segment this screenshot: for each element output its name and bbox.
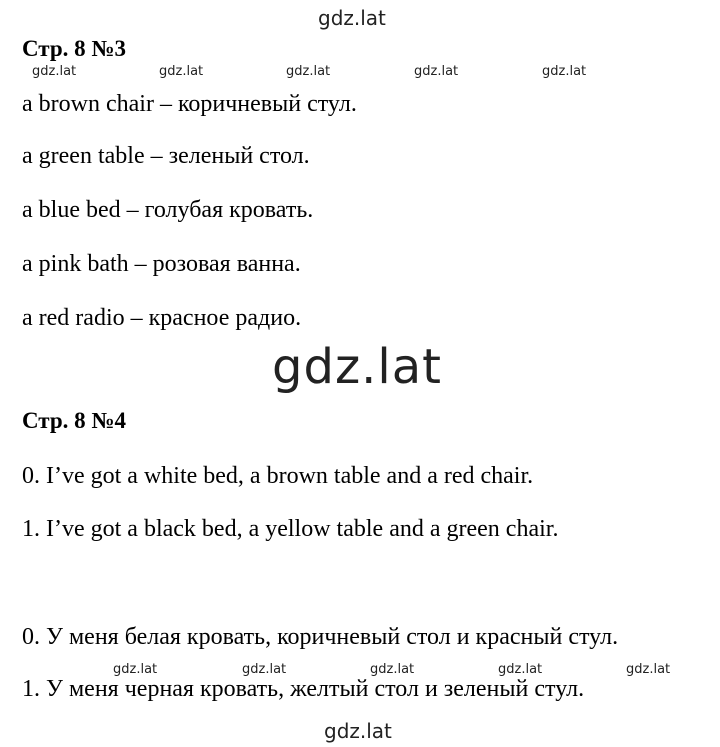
watermark-small: gdz.lat [113, 662, 158, 677]
exercise-4-english-line: 0. I’ve got a white bed, a brown table and a red chair. [22, 463, 534, 489]
watermark-small: gdz.lat [242, 662, 287, 677]
exercise-3-line: a green table – зеленый стол. [22, 143, 310, 169]
watermark-small: gdz.lat [370, 662, 415, 677]
watermark-small: gdz.lat [626, 662, 671, 677]
watermark-small: gdz.lat [286, 64, 331, 79]
exercise-4-heading: Стр. 8 №4 [22, 408, 127, 433]
watermark-large: gdz.lat [272, 339, 442, 395]
exercise-4-russian-line: 0. У меня белая кровать, коричневый стол и красный стул. [22, 624, 619, 650]
watermark-row-1 [0, 64, 720, 80]
exercise-4-russian-line: 1. У меня черная кровать, желтый стол и зеленый стул. [22, 676, 585, 702]
watermark-small: gdz.lat [414, 64, 459, 79]
exercise-3-line: a red radio – красное радио. [22, 305, 302, 331]
exercise-3-heading: Стр. 8 №3 [22, 36, 127, 61]
watermark-bottom: gdz.lat [324, 719, 392, 743]
exercise-3-line: a pink bath – розовая ванна. [22, 251, 301, 277]
watermark-top: gdz.lat [318, 6, 386, 30]
watermark-small: gdz.lat [542, 64, 587, 79]
exercise-3-line: a blue bed – голубая кровать. [22, 197, 314, 223]
exercise-4-english-line: 1. I’ve got a black bed, a yellow table and a green chair. [22, 516, 559, 542]
exercise-3-line: a brown chair – коричневый стул. [22, 91, 357, 117]
watermark-small: gdz.lat [32, 64, 77, 79]
watermark-small: gdz.lat [159, 64, 204, 79]
watermark-small: gdz.lat [498, 662, 543, 677]
